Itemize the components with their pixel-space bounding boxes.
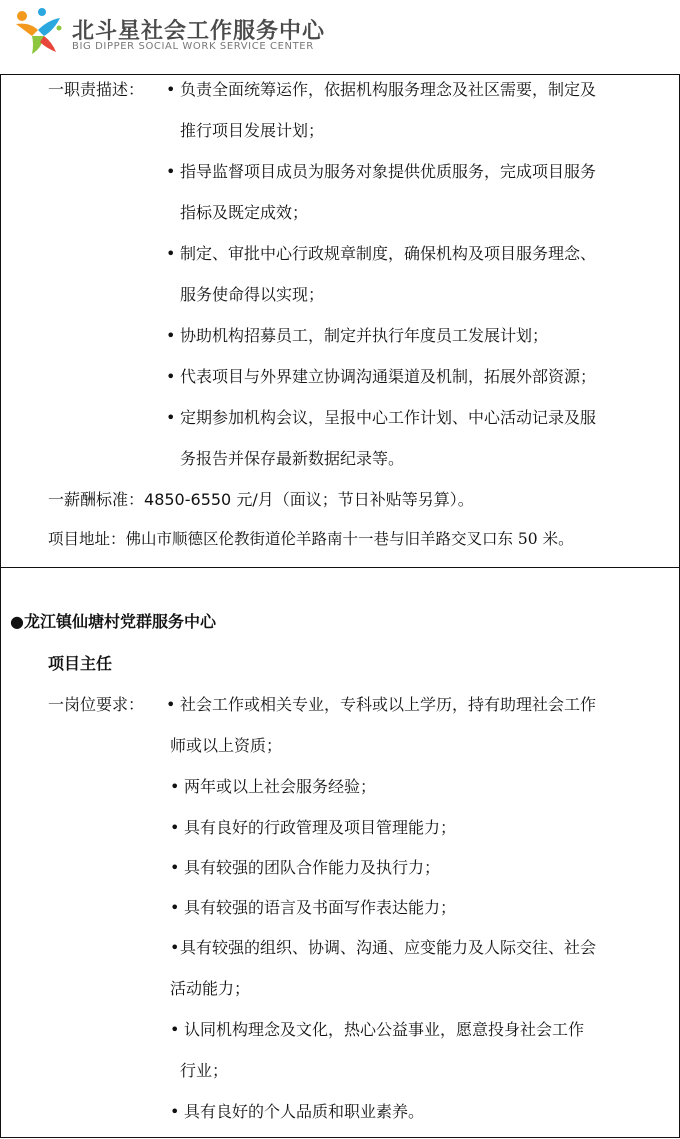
logo-english-name: BIG DIPPER SOCIAL WORK SERVICE CENTER [72,41,314,52]
bullet: • [166,367,176,386]
bullet: • [166,162,176,181]
duty-item-2-line-2: 指标及既定成效； [180,203,309,222]
requirement-4: 具有较强的团队合作能力及执行力； [184,858,441,877]
requirement-3: 具有良好的行政管理及项目管理能力； [184,818,457,837]
page-header [0,0,680,74]
duty-label: 一职责描述： [48,80,145,99]
requirement-1-line-1: 社会工作或相关专业，专科或以上学历，持有助理社会工作 [180,695,597,714]
logo-chinese-name: 北斗星社会工作服务中心 [72,19,326,44]
project-address: 项目地址：佛山市顺德区伦教街道伦羊路南十一巷与旧羊路交叉口东 50 米。 [48,530,574,548]
salary-details: 元/月（面议；节日补贴等另算）。 [236,490,474,509]
big-dipper-logo-icon [12,6,68,58]
job-table [0,74,680,1138]
bullet: • [166,326,176,345]
bullet: • [170,1102,180,1121]
requirement-8: 具有良好的个人品质和职业素养。 [184,1102,425,1121]
duty-item-3-line-2: 服务使命得以实现； [180,285,325,304]
requirement-1-line-2: 师或以上资质； [170,736,283,755]
duty-item-1-line-1: 负责全面统筹运作，依据机构服务理念及社区需要，制定及 [180,80,597,99]
bullet: • [170,1020,180,1039]
bullet: • [170,818,180,837]
requirement-7-line-1: 认同机构理念及文化，热心公益事业，愿意投身社会工作 [184,1020,585,1039]
salary-amount: 4850-6550 [144,490,232,509]
bullet: • [166,408,176,427]
section-title: ●龙江镇仙塘村党群服务中心 [10,612,216,631]
requirement-2: 两年或以上社会服务经验； [184,777,377,796]
bullet: • [166,244,176,263]
bullet: • [166,695,176,714]
requirement-5: 具有较强的语言及书面写作表达能力； [184,898,457,917]
bullet: • [166,80,176,99]
salary-label: 一薪酬标准： [48,490,145,509]
duty-item-2-line-1: 指导监督项目成员为服务对象提供优质服务，完成项目服务 [180,162,597,181]
requirement-7-line-2: 行业； [180,1061,229,1080]
bullet: • [170,938,180,957]
position-title: 项目主任 [48,654,113,673]
bullet: • [170,898,180,917]
duty-item-4-line-1: 协助机构招募员工，制定并执行年度员工发展计划； [180,326,549,345]
requirement-6-line-2: 活动能力； [170,979,251,998]
duty-item-6-line-2: 务报告并保存最新数据纪录等。 [180,449,405,468]
bullet: • [170,777,180,796]
requirement-label: 一岗位要求： [48,695,145,714]
requirement-6-line-1: 具有较强的组织、协调、沟通、应变能力及人际交往、社会 [180,938,597,957]
salary-line [48,489,474,511]
duty-item-6-line-1: 定期参加机构会议，呈报中心工作计划、中心活动记录及服 [180,408,597,427]
bullet: • [170,858,180,877]
duty-item-3-line-1: 制定、审批中心行政规章制度，确保机构及项目服务理念、 [180,244,597,263]
duty-item-5-line-1: 代表项目与外界建立协调沟通渠道及机制，拓展外部资源； [180,367,597,386]
table-row-divider [0,567,680,568]
duty-item-1-line-2: 推行项目发展计划； [180,121,325,140]
